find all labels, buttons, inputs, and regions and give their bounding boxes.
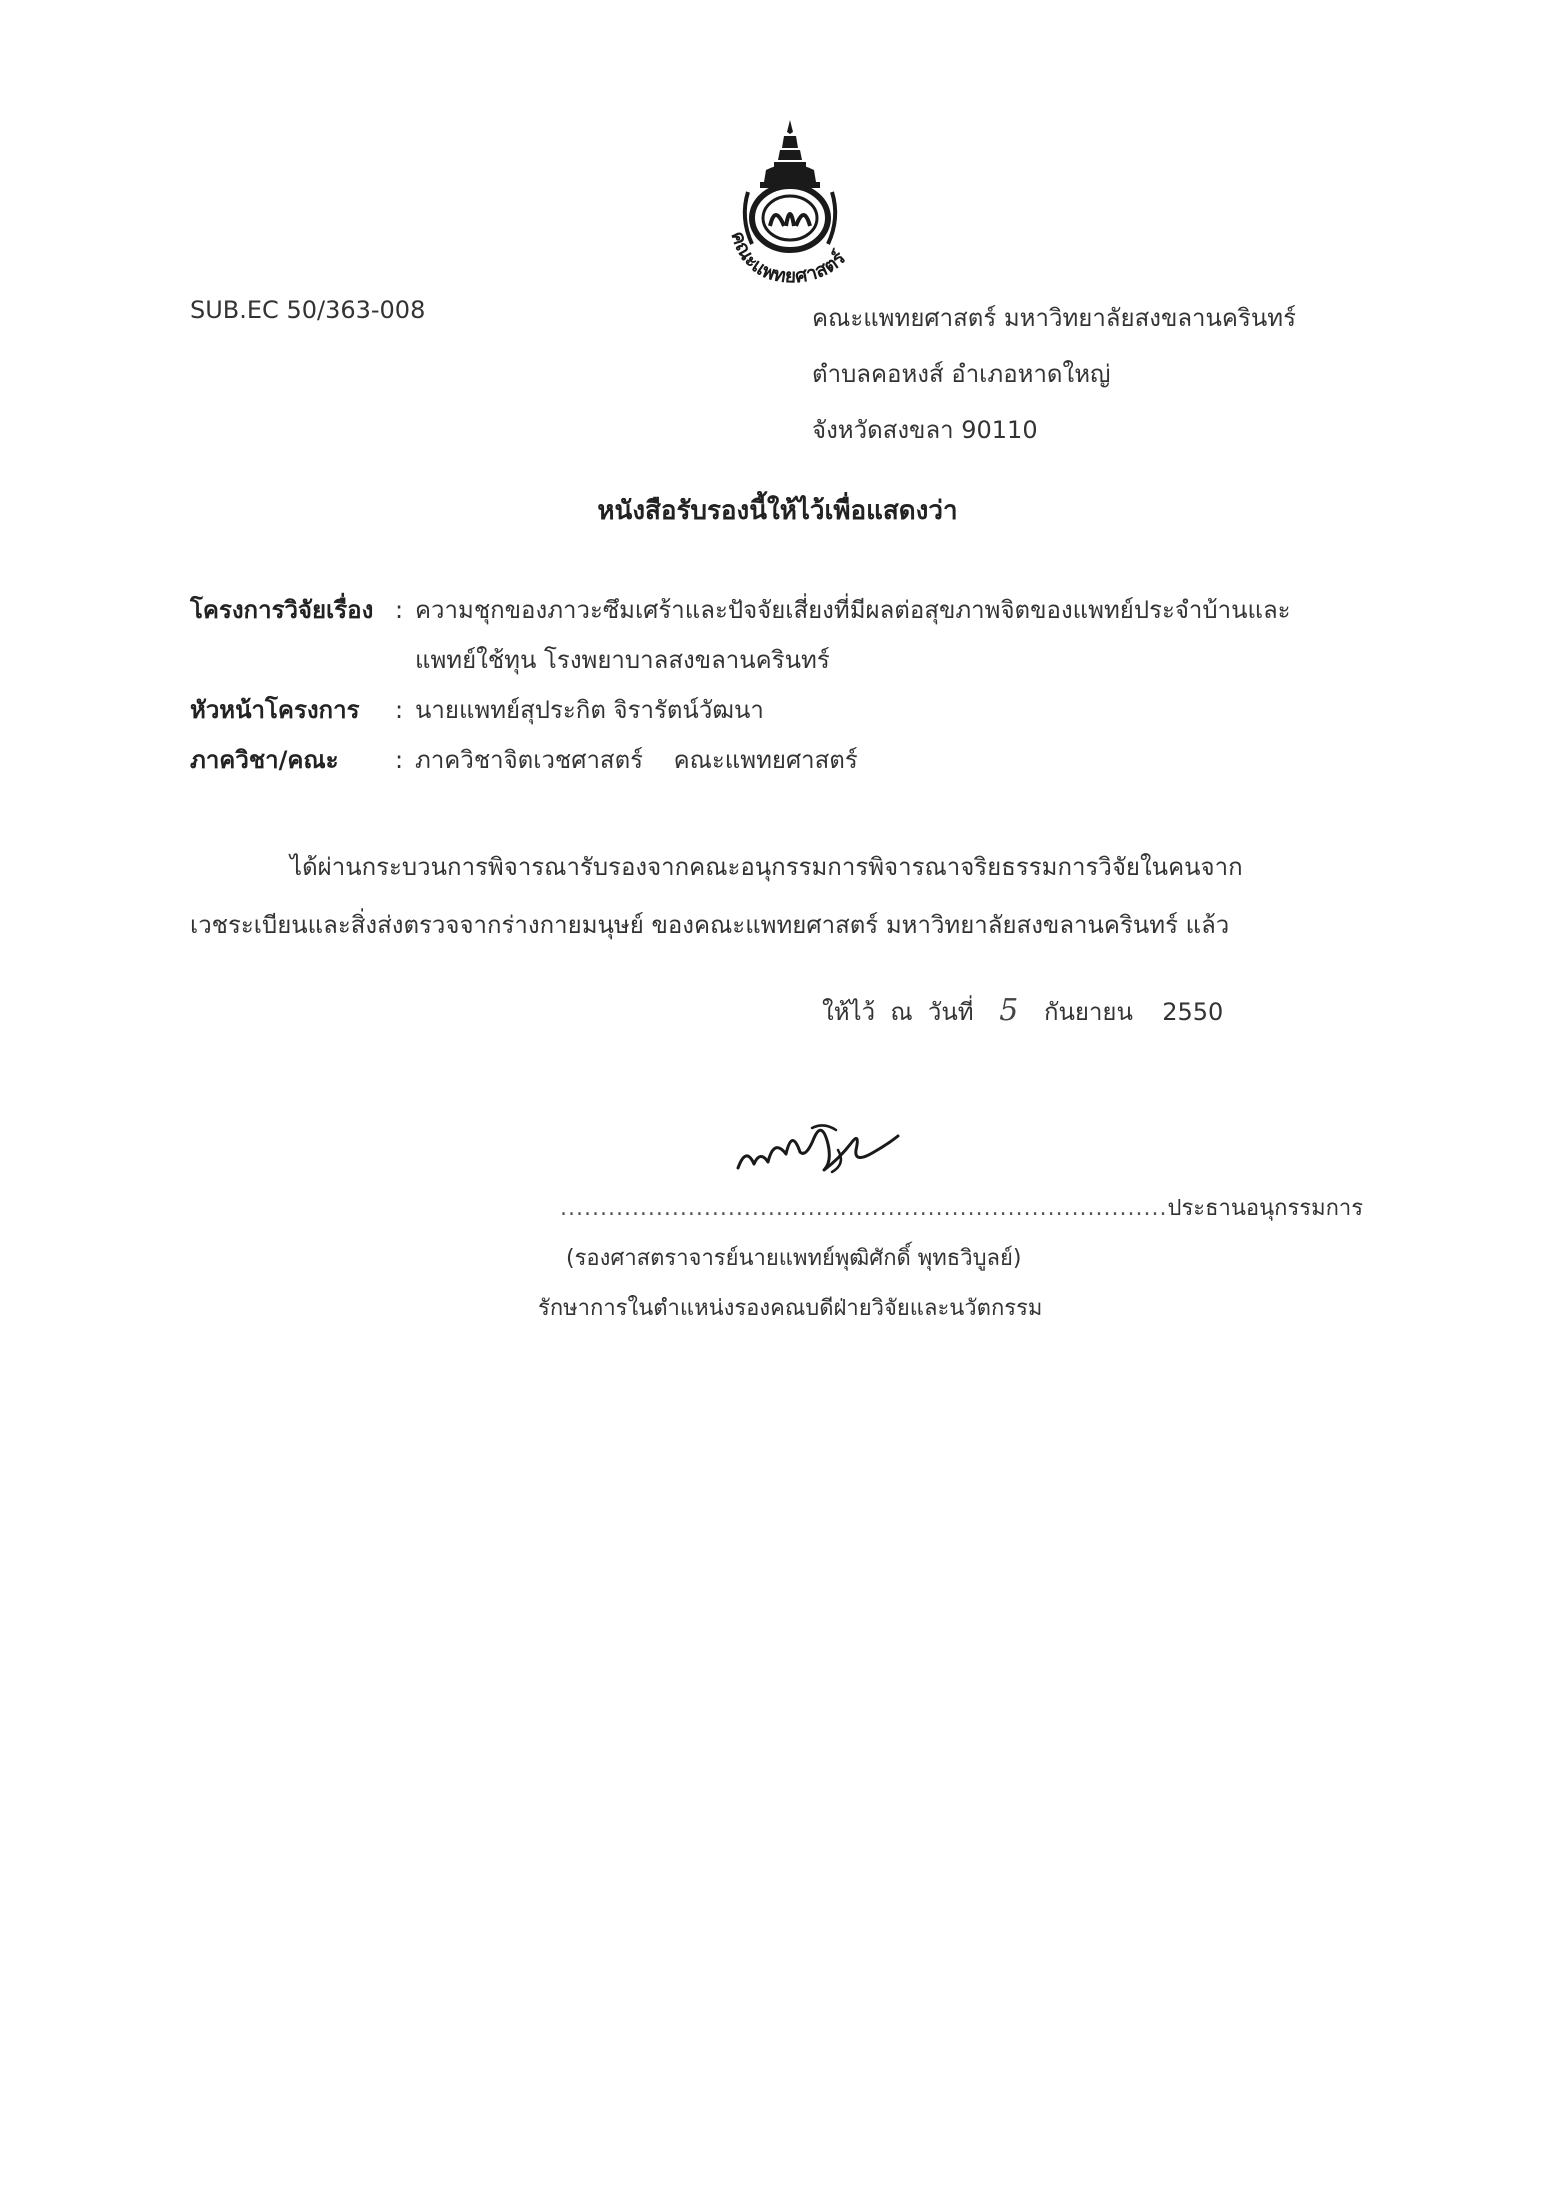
address-line-2: ตำบลคอหงส์ อำเภอหาดใหญ่ (812, 360, 1111, 388)
project-leader-value: นายแพทย์สุประกิต จิรารัตน์วัฒนา (415, 696, 764, 724)
project-title-value-cont: แพทย์ใช้ทุน โรงพยาบาลสงขลานครินทร์ (415, 646, 830, 674)
approval-line-2: เวชระเบียนและสิ่งส่งตรวจจากร่างกายมนุษย์ ของคณะแพทยศาสตร์ มหาวิทยาลัยสงขลานครินทร์ แล้ว (190, 911, 1230, 939)
colon: : (395, 746, 404, 774)
signatory-role: รักษาการในตำแหน่งรองคณบดีฝ่ายวิจัยและนวัตกรรม (538, 1296, 1043, 1321)
reference-number: SUB.EC 50/363-008 (190, 296, 426, 324)
signatory-name: (รองศาสตราจารย์นายแพทย์พุฒิศักดิ์ พุทธวิบูลย์) (566, 1246, 1022, 1271)
signature-dots: ............................................................................ (560, 1196, 1168, 1221)
project-title-row (190, 590, 1291, 640)
project-leader-row (190, 690, 1291, 740)
certificate-heading: หนังสือรับรองนี้ให้ไว้เพื่อแสดงว่า (597, 496, 958, 526)
address-line-3: จังหวัดสงขลา 90110 (812, 416, 1038, 444)
signatory-title: ประธานอนุกรรมการ (1167, 1196, 1364, 1221)
project-title-continuation-row (190, 640, 1291, 690)
department-value: ภาควิชาจิตเวชศาสตร์ คณะแพทยศาสตร์ (415, 746, 858, 774)
project-title-label: โครงการวิจัยเรื่อง (190, 596, 374, 624)
department-label: ภาควิชา/คณะ (190, 746, 339, 774)
date-year: 2550 (1162, 998, 1224, 1026)
address-line-1: คณะแพทยศาสตร์ มหาวิทยาลัยสงขลานครินทร์ (812, 304, 1296, 332)
approval-line-1: ได้ผ่านกระบวนการพิจารณารับรองจากคณะอนุกรรมการพิจารณาจริยธรรมการวิจัยในคนจาก (290, 853, 1243, 881)
approval-paragraph (190, 838, 1370, 954)
project-title-value: ความชุกของภาวะซึมเศร้าและปัจจัยเสี่ยงที่มีผลต่อสุขภาพจิตของแพทย์ประจำบ้านและ (415, 596, 1291, 624)
colon: : (395, 696, 404, 724)
signature-line (560, 1190, 1363, 1225)
faculty-of-medicine-emblem-icon (700, 118, 880, 293)
issue-date (822, 992, 1223, 1031)
project-leader-label: หัวหน้าโครงการ (190, 696, 360, 724)
project-info (190, 590, 1291, 790)
date-month: กันยายน (1043, 998, 1133, 1026)
date-prefix: ให้ไว้ ณ วันที่ (822, 998, 974, 1026)
date-day: 5 (999, 993, 1019, 1028)
address-block (812, 290, 1296, 458)
emblem-text: คณะแพทยศาสตร์ (726, 228, 851, 288)
colon: : (395, 596, 404, 624)
department-row (190, 740, 1291, 790)
handwritten-signature (728, 1098, 908, 1188)
